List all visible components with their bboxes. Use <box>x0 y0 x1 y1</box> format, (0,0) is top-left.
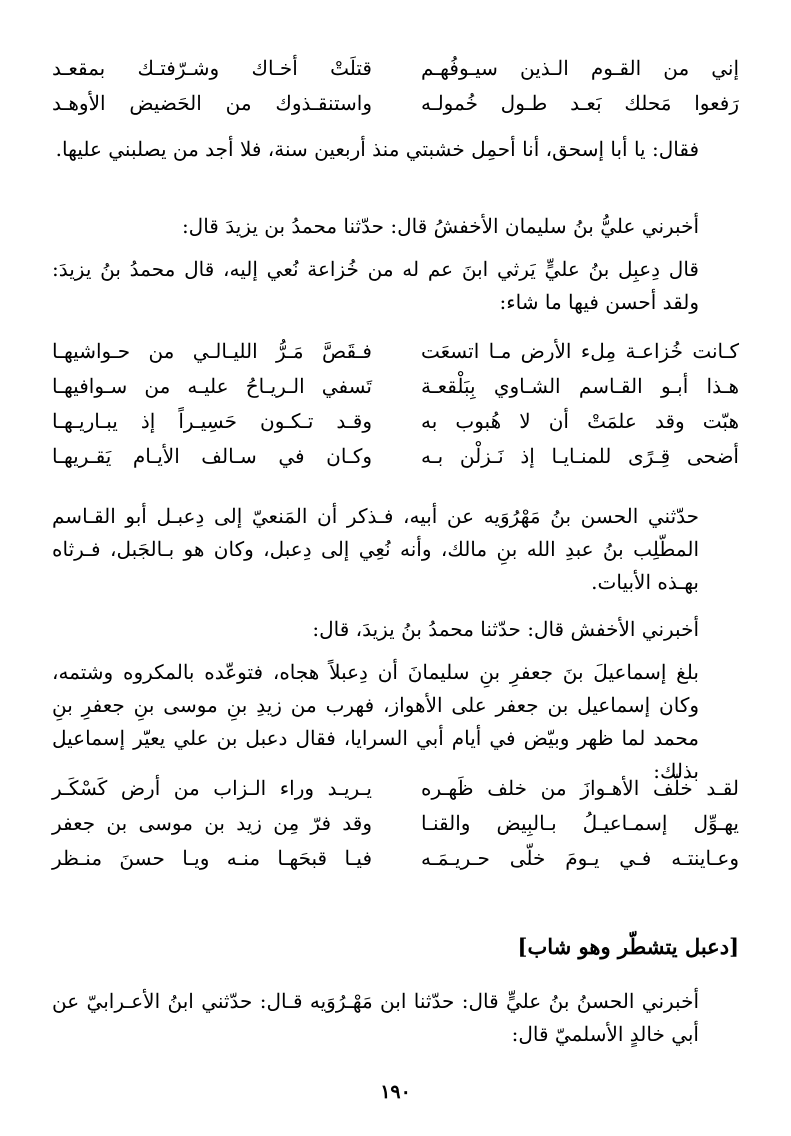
verse-line <box>52 369 739 404</box>
verse-line <box>52 86 739 121</box>
paragraph-1: فقال: يا أبا إسحق، أنا أحمِل خشبتي منذ أربعين سنة، فلا أجد من يصلبني عليها. <box>55 137 699 161</box>
verse-second-hemistich: واستنقـذوك من الحَضيض الأوهـد <box>52 91 372 115</box>
verse-first-hemistich: هبّت وقد علمَتْ أن لا هُبوب به <box>421 409 739 433</box>
paragraph-3: قال دِعبِل بنُ عليٍّ يَرثي ابنَ عم له من خُزاعة نُعي إليه، قال محمدُ بنُ يزيدَ: ولقد أحسن فيها ما شاء: <box>52 257 699 314</box>
verse-second-hemistich: وقـد تـكـون حَسِيـراً إذ يبـاريـهـا <box>52 409 372 433</box>
verse-second-hemistich: فـقَصَّ مَـرُّ الليـالـي من حـواشيهـا <box>52 339 372 363</box>
paragraph-4: حدّثني الحسن بنُ مَهْرُوَيه عن أبيه، فـذكر أن المَنعيّ إلى دِعبـل أبو القـاسم المطّلِب بنُ عبدِ الله بنِ مالك، وأنه نُعِي إلى دِعبل، وكان هو بـالجَبل، فـرثاه بهـذه الأبيات. <box>52 504 699 594</box>
verse-line <box>52 404 739 439</box>
verse-first-hemistich: يهـوِّل إسمـاعيـلُ بـالبِيض والقنـا <box>421 811 739 835</box>
verse-first-hemistich: رَفعوا مَحلك بَعـد طـول خُمولـه <box>421 91 739 115</box>
section-heading: [دعبل يتشطّر وهو شاب] <box>517 934 739 959</box>
page-number: ١٩٠ <box>380 1081 411 1103</box>
verse-first-hemistich: هـذا أبـو القـاسم الشـاوي بِبَلْقعـة <box>421 374 739 398</box>
verse-second-hemistich: يـريـد وراء الـزاب من أرض كَسْكَـر <box>52 776 372 800</box>
verse-line <box>52 841 739 876</box>
verses-block-1 <box>52 51 739 121</box>
verse-line <box>52 51 739 86</box>
verse-first-hemistich: إني من القـوم الـذين سيـوفُهـم <box>421 56 739 80</box>
verse-first-hemistich: أضحى قِـرًى للمنـايـا إذ نَـزلْن بـه <box>421 444 739 468</box>
verse-second-hemistich: وكـان في سـالف الأيـام يَقـريهـا <box>52 444 372 468</box>
verse-line <box>52 806 739 841</box>
verse-second-hemistich: تَسفي الـريـاحُ عليـه من سـوافيهـا <box>52 374 372 398</box>
paragraph-7: أخبرني الحسنُ بنُ عليٍّ قال: حدّثنا ابن مَهْـرُوَيه قـال: حدّثني ابنُ الأعـرابيّ عن أبي خالدٍ الأسلميّ قال: <box>52 989 699 1046</box>
verse-first-hemistich: وعـاينتـه فـي يـومَ خلّى حـريـمَـه <box>421 846 739 870</box>
verse-first-hemistich: لقـد خلّف الأهـوازَ من خلف ظَهـره <box>421 776 739 800</box>
paragraph-6: بلغ إسماعيلَ بنَ جعفرِ بنِ سليمانَ أن دِعبلاً هجاه، فتوعّده بالمكروه وشتمه، وكان إسماعيل بن جعفر على الأهواز، فهرب من زيدِ بنِ موسى بنِ جعفرِ بنِ محمد لما ظهر وبيّض في أيام أبي السرايا، فقال دعبل بن علي يعيّر إسماعيل بذلك: <box>52 660 699 783</box>
verse-second-hemistich: وقد فرّ مِن زيد بن موسى بن جعفر <box>52 811 372 835</box>
paragraph-5: أخبرني الأخفش قال: حدّثنا محمدُ بنُ يزيدَ، قال: <box>312 617 699 641</box>
paragraph-2: أخبرني عليُّ بنُ سليمان الأخفشُ قال: حدّثنا محمدُ بن يزيدَ قال: <box>181 214 699 238</box>
verse-second-hemistich: قتلَتْ أخـاك وشـرّفتـك بمقعـد <box>52 56 372 80</box>
verse-line <box>52 771 739 806</box>
verse-line <box>52 439 739 474</box>
verses-block-3 <box>52 771 739 876</box>
verse-second-hemistich: فيـا قبحَهـا منـه ويـا حسنَ منـظر <box>52 846 372 870</box>
verse-line <box>52 334 739 369</box>
verse-first-hemistich: كـانت خُزاعـة مِلء الأرض مـا اتسعَت <box>421 339 739 363</box>
verses-block-2 <box>52 334 739 474</box>
